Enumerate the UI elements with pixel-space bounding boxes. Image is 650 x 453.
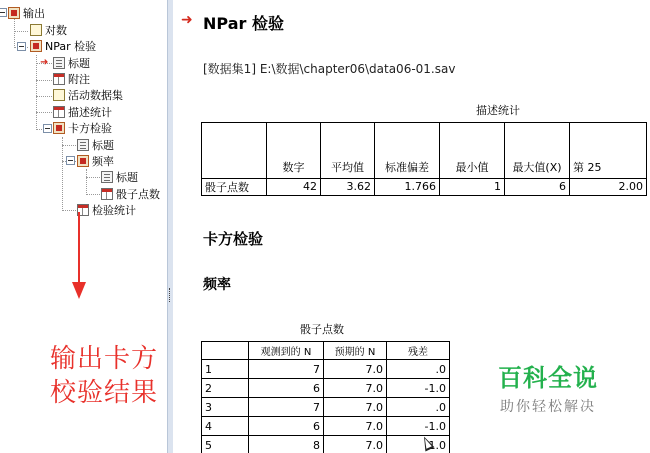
outline-pane [0,0,167,453]
table-cell: 7.0 [324,436,387,453]
table-cell: 6 [249,379,324,398]
current-item-arrow-icon: ➜ [181,12,193,28]
title-icon [53,57,65,69]
tree-item-title[interactable] [53,55,90,71]
tree-item-frequency[interactable] [77,153,114,169]
table-cell: 3.62 [321,178,375,195]
table-cell: 1 [440,178,505,195]
table-header-cell: 标准偏差 [375,123,440,179]
tree-item-label: 对数 [45,24,67,37]
watermark-title: 百科全说 [498,364,598,392]
tree-item-output[interactable] [8,5,45,21]
annotation-line-1: 输出卡方 [50,344,159,374]
tree-item-dice-table[interactable] [101,186,160,202]
watermark-subtitle: 助你轻松解决 [500,399,596,415]
collapse-output-button[interactable] [0,8,7,17]
chi-square-heading[interactable]: 卡方检验 [203,230,264,248]
tree-item-label: NPar 检验 [45,40,97,53]
table-header-cell [202,123,267,179]
frequency-heading[interactable]: 频率 [203,277,231,293]
tree-item-label: 卡方检验 [68,122,112,135]
table-cell: .0 [387,360,450,379]
notes-icon [53,73,65,85]
tree-item-active-dataset[interactable] [53,87,123,103]
table-cell: -1.0 [387,417,450,436]
table-cell: .0 [387,398,450,417]
log-icon [30,24,42,36]
table-icon [53,106,65,118]
book-icon [30,40,42,52]
table-cell: 8 [249,436,324,453]
table-cell: 7.0 [324,417,387,436]
table-cell: 42 [267,178,321,195]
title-icon [77,139,89,151]
dataset-path[interactable]: [数据集1] E:\数据\chapter06\data06-01.sav [203,62,456,76]
tree-item-label: 频率 [92,155,114,168]
table-row-label: 骰子点数 [202,178,267,195]
tree-item-label: 描述统计 [68,106,112,119]
table-row-label: 5 [202,436,249,453]
table-cell: 7.0 [324,398,387,417]
tree-item-log[interactable] [30,22,67,38]
annotation-line-2: 校验结果 [50,378,159,408]
table-cell: -1.0 [387,379,450,398]
tree-item-label: 检验统计 [92,204,136,217]
output-book-icon [8,7,20,19]
annotation-text [50,342,158,410]
table-cell: 7.0 [324,360,387,379]
tree-item-label: 标题 [92,139,114,152]
table-header-cell: 最大值(X) [505,123,570,179]
tree-item-test-statistics[interactable] [77,202,136,218]
splitter-grip-icon [169,288,172,302]
annotation-arrow-head-icon [72,282,86,299]
table-header-cell: 平均值 [321,123,375,179]
tree-item-chi-title[interactable] [77,137,114,153]
collapse-npar-button[interactable] [17,42,26,51]
table-header-cell: 残差 [387,342,450,360]
table-row-label: 4 [202,417,249,436]
tree-item-label: 骰子点数 [116,188,160,201]
table-header-cell: 最小值 [440,123,505,179]
table-cell: 7 [249,360,324,379]
table-row-label: 2 [202,379,249,398]
descriptive-table[interactable] [201,122,647,196]
table-header-cell: 观测到的 N [249,342,324,360]
descriptive-caption: 描述统计 [476,104,520,117]
book-icon [53,122,65,134]
tree-item-label: 标题 [116,171,138,184]
tree-item-npar[interactable] [30,38,96,54]
frequency-table[interactable] [201,341,450,453]
tree-item-freq-title[interactable] [101,169,138,185]
collapse-chisq-button[interactable] [43,124,52,133]
tree-item-label: 标题 [68,57,90,70]
tree-item-chi-square[interactable] [53,120,112,136]
table-row-label: 3 [202,398,249,417]
tree-item-label: 附注 [68,73,90,86]
table-cell: 7.0 [324,379,387,398]
tree-item-notes[interactable] [53,71,90,87]
table-row-label: 1 [202,360,249,379]
dataset-icon [53,89,65,101]
table-header-cell: 数字 [267,123,321,179]
table-icon [101,188,113,200]
table-cell: 1.766 [375,178,440,195]
book-icon [77,155,89,167]
table-cell: 7 [249,398,324,417]
tree-item-descriptives[interactable] [53,104,112,120]
tree-item-label: 活动数据集 [68,89,123,102]
output-heading[interactable]: NPar 检验 [203,14,284,33]
frequency-caption: 骰子点数 [300,323,344,336]
watermark-logo [473,364,623,416]
collapse-freq-button[interactable] [66,156,75,165]
table-cell: 6 [249,417,324,436]
table-header-cell [202,342,249,360]
title-icon [101,171,113,183]
table-cell: 2.00 [570,178,647,195]
current-item-arrow-icon: ➜ [40,57,49,68]
table-cell: 1.0 [387,436,450,453]
tree-item-label: 输出 [23,7,45,20]
annotation-arrow [78,212,80,288]
table-cell: 6 [505,178,570,195]
table-header-cell: 第 25 [570,123,647,179]
table-header-cell: 预期的 N [324,342,387,360]
